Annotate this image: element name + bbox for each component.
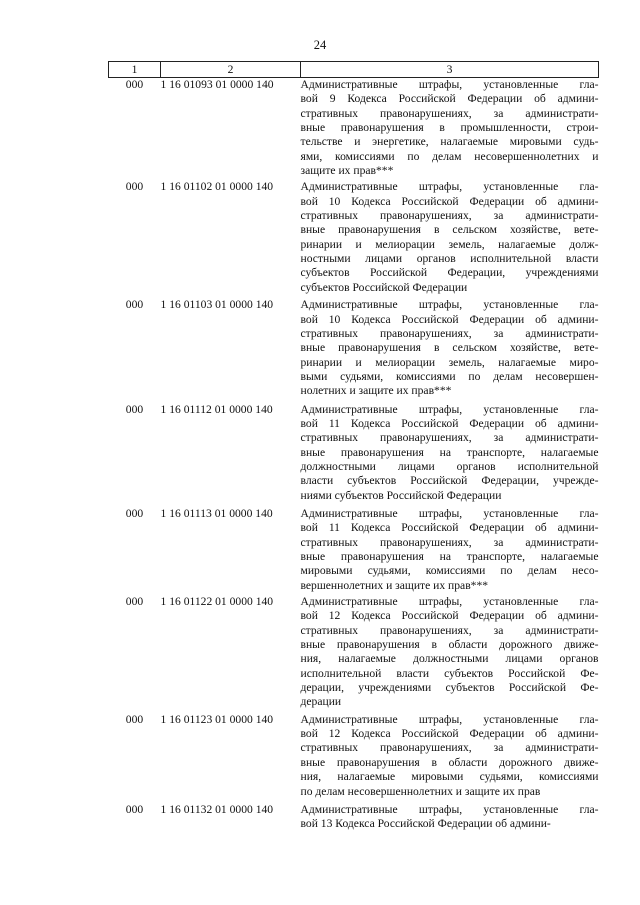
description-line: ностными лицами органов исполнительной власти: [300, 252, 599, 266]
description-line: защите их прав***: [300, 164, 394, 178]
table-row: [109, 180, 599, 298]
description-line: Административные штрафы, установленные гла-: [300, 78, 599, 91]
description-line: ниями субъектов Российской Федерации: [300, 488, 502, 502]
description-line: Административные штрафы, установленные гла-: [300, 506, 599, 520]
admin-code-cell: 000: [125, 506, 144, 520]
description-line: вные правонарушения в области дорожного движе-: [300, 638, 599, 652]
income-code-cell: 1 16 01093 01 0000 140: [160, 78, 274, 91]
description-line: ния, налагаемые мировыми судьями, комиссиями: [300, 770, 599, 784]
description-line: субъектов Российской Федерации, учреждениями: [300, 266, 599, 280]
description-line: Административные штрафы, установленные гла-: [300, 402, 599, 416]
description-line: вные правонарушения на транспорте, налагаемые: [300, 550, 599, 563]
description-line: вные правонарушения в промышленности, строи-: [300, 121, 599, 135]
budget-codes-table: [108, 61, 599, 834]
description-cell: [301, 180, 599, 298]
description-line: вой 10 Кодекса Российской Федерации об админи-: [300, 194, 599, 208]
description-cell: [301, 78, 599, 181]
description-cell: [301, 713, 599, 803]
description-line: стративных правонарушениях, за администрати-: [300, 741, 599, 755]
description-line: стративных правонарушениях, за администрати-: [300, 209, 599, 223]
description-line: субъектов Российской Федерации: [300, 280, 468, 294]
income-code-cell: 1 16 01113 01 0000 140: [160, 506, 273, 520]
description-line: вой 11 Кодекса Российской Федерации об админи-: [300, 521, 599, 535]
description-line: вные правонарушения на транспорте, налагаемые: [300, 445, 599, 459]
admin-code-cell: 000: [125, 712, 144, 726]
description-line: вой 9 Кодекса Российской Федерации об админи-: [300, 92, 599, 106]
description-line: по делам несовершеннолетних и защите их прав: [300, 784, 541, 798]
description-line: стративных правонарушениях, за администрати-: [300, 106, 599, 120]
admin-code-cell: 000: [125, 298, 144, 312]
description-line: вные правонарушения в сельском хозяйстве, вете-: [300, 341, 599, 355]
description-line: тельстве и энергетике, налагаемые мировыми судь-: [300, 135, 599, 149]
column-header-3: 3: [301, 62, 599, 78]
description-line: нолетних и защите их прав***: [300, 384, 452, 398]
description-line: ринарии и мелиорации земель, налагаемые миро-: [300, 355, 599, 369]
description-line: вершеннолетних и защите их прав***: [300, 578, 489, 592]
table-body: [109, 78, 599, 834]
income-code-cell: 1 16 01123 01 0000 140: [160, 712, 274, 726]
table-header: [109, 62, 599, 78]
description-line: мировыми судьями, комиссиями по делам несо-: [300, 564, 599, 578]
description-cell: [301, 595, 599, 713]
column-header-1: 1: [109, 62, 161, 78]
admin-code-cell: 000: [125, 78, 144, 91]
description-line: вой 13 Кодекса Российской Федерации об админи-: [300, 817, 551, 831]
table-row: [109, 595, 599, 713]
description-line: Административные штрафы, установленные гла-: [300, 595, 599, 609]
income-code-cell: 1 16 01112 01 0000 140: [160, 402, 273, 416]
description-line: вой 12 Кодекса Российской Федерации об админи-: [300, 727, 599, 741]
description-line: вой 11 Кодекса Российской Федерации об админи-: [300, 416, 599, 430]
description-line: исполнительной власти субъектов Российской Фе-: [300, 666, 599, 680]
description-cell: [301, 803, 599, 834]
page-number: 24: [313, 38, 327, 52]
description-line: вой 12 Кодекса Российской Федерации об админи-: [300, 609, 599, 623]
description-line: должностными лицами органов исполнительной: [300, 459, 599, 473]
admin-code-cell: 000: [125, 180, 144, 194]
description-cell: [301, 298, 599, 402]
income-code-cell: 1 16 01132 01 0000 140: [160, 802, 274, 816]
description-cell: [301, 507, 599, 595]
table-row: [109, 78, 599, 181]
description-line: Административные штрафы, установленные гла-: [300, 180, 599, 194]
description-line: власти субъектов Российской Федерации, учрежде-: [300, 474, 599, 488]
header-row: [109, 62, 599, 78]
table-row: [109, 507, 599, 595]
table-row: [109, 803, 599, 834]
income-code-cell: 1 16 01102 01 0000 140: [160, 180, 274, 194]
admin-code-cell: 000: [125, 802, 144, 816]
description-cell: [301, 403, 599, 507]
description-line: стративных правонарушениях, за администрати-: [300, 326, 599, 340]
income-code-cell: 1 16 01122 01 0000 140: [160, 595, 274, 609]
description-line: ринарии и мелиорации земель, налагаемые долж-: [300, 237, 599, 251]
description-line: Административные штрафы, установленные гла-: [300, 298, 599, 312]
table-row: [109, 403, 599, 507]
description-line: вные правонарушения в сельском хозяйстве, вете-: [300, 223, 599, 237]
table-row: [109, 713, 599, 803]
table-row: [109, 298, 599, 402]
description-line: дерации: [300, 695, 342, 709]
description-line: стративных правонарушениях, за администрати-: [300, 535, 599, 549]
description-line: вой 10 Кодекса Российской Федерации об админи-: [300, 312, 599, 326]
admin-code-cell: 000: [125, 595, 144, 609]
description-line: ями, комиссиями по делам несовершеннолетних и: [300, 149, 599, 163]
column-header-2: 2: [161, 62, 301, 78]
description-line: выми судьями, комиссиями по делам несовершен-: [300, 369, 599, 383]
income-code-cell: 1 16 01103 01 0000 140: [160, 298, 274, 312]
description-line: Административные штрафы, установленные гла-: [300, 802, 599, 816]
description-line: ния, налагаемые должностными лицами органов: [300, 652, 599, 666]
description-line: стративных правонарушениях, за администрати-: [300, 623, 599, 637]
admin-code-cell: 000: [125, 402, 144, 416]
description-line: вные правонарушения в области дорожного движе-: [300, 755, 599, 769]
description-line: стративных правонарушениях, за администрати-: [300, 431, 599, 445]
description-line: Административные штрафы, установленные гла-: [300, 712, 599, 726]
description-line: дерации, учреждениями субъектов Российской Фе-: [300, 681, 599, 695]
